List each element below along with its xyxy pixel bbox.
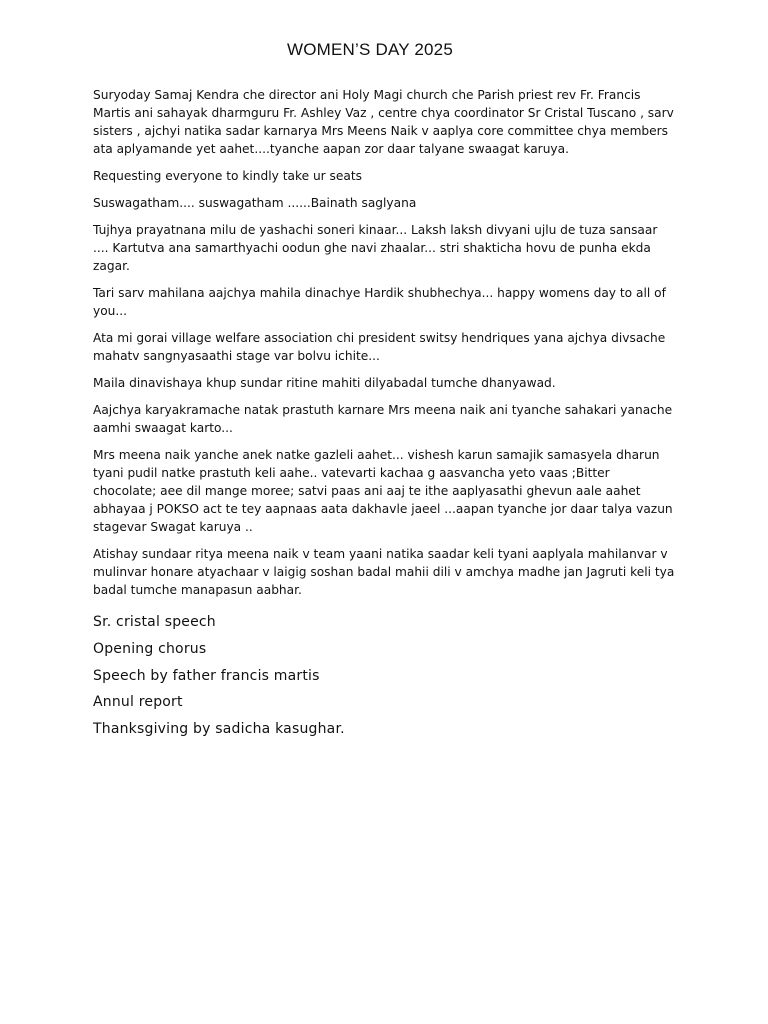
page-title: WOMEN’S DAY 2025 (286, 40, 453, 59)
paragraph-meena-naik: Mrs meena naik yanche anek natke gazleli aahet... vishesh karun samajik samasyela dharun tyani pudil natke prastuth keli aahe.. vatevarti kachaa g aasvancha yeto vaas ;Bitter chocolate; aee dil mange moree; satvi paas ani aaj te ithe aaplyasathi ghevun aale aahet abhayaa j POKSO act te tey aapnaas aata dakhavle jaeel ...aapan tyanche jor daar talya vazun stagevar Swagat karuya .. (93, 448, 673, 534)
paragraph-greetings: Tari sarv mahilana aajchya mahila dinachye Hardik shubhechya... happy womens day to all of you... (93, 286, 666, 318)
paragraph-suswagatham: Suswagatham.... suswagatham ......Bainath saglyana (93, 196, 417, 210)
paragraph-seats: Requesting everyone to kindly take ur seats (93, 169, 362, 183)
paragraph-president: Ata mi gorai village welfare association chi president switsy hendriques yana ajchya divsache mahatv sangnyasaathi stage var bolvu ichite... (93, 331, 666, 363)
paragraph-welcome: Suryoday Samaj Kendra che director ani Holy Magi church che Parish priest rev Fr. Francis Martis ani sahayak dharmguru Fr. Ashley Vaz , centre chya coordinator Sr Cristal Tuscano , sarv sisters , ajchyi natika sadar karnarya Mrs Meens Naik v aaplya core committee chya members ata aplyamande yet aahet....tyanche aapan zor daar talyane swaagat karuya. (93, 88, 674, 156)
paragraph-thanks: Maila dinavishaya khup sundar ritine mahiti dilyabadal tumche dhanyawad. (93, 376, 556, 390)
paragraph-natak-welcome: Aajchya karyakramache natak prastuth karnare Mrs meena naik ani tyanche sahakari yanache aamhi swaagat karto... (93, 403, 673, 435)
agenda-item: Annul report (93, 694, 183, 711)
paragraph-poem: Tujhya prayatnana milu de yashachi soneri kinaar... Laksh laksh divyani ujlu de tuza sansaar .... Kartutva ana samarthyachi oodun ghe navi zhaalar... stri shakticha hovu de punha ekda zagar. (93, 223, 658, 273)
document-body (93, 86, 675, 747)
agenda-list (93, 613, 675, 738)
agenda-item: Speech by father francis martis (93, 667, 320, 684)
agenda-item: Sr. cristal speech (93, 614, 216, 630)
agenda-item: Opening chorus (93, 640, 207, 657)
agenda-item: Thanksgiving by sadicha kasughar. (93, 721, 345, 738)
paragraph-gratitude: Atishay sundaar ritya meena naik v team yaani natika saadar keli tyani aaplyala mahilanvar v mulinvar honare atyachaar v laigig soshan badal mahii dili v amchya madhe jan Jagruti keli tya badal tumche manapasun aabhar. (93, 547, 675, 597)
